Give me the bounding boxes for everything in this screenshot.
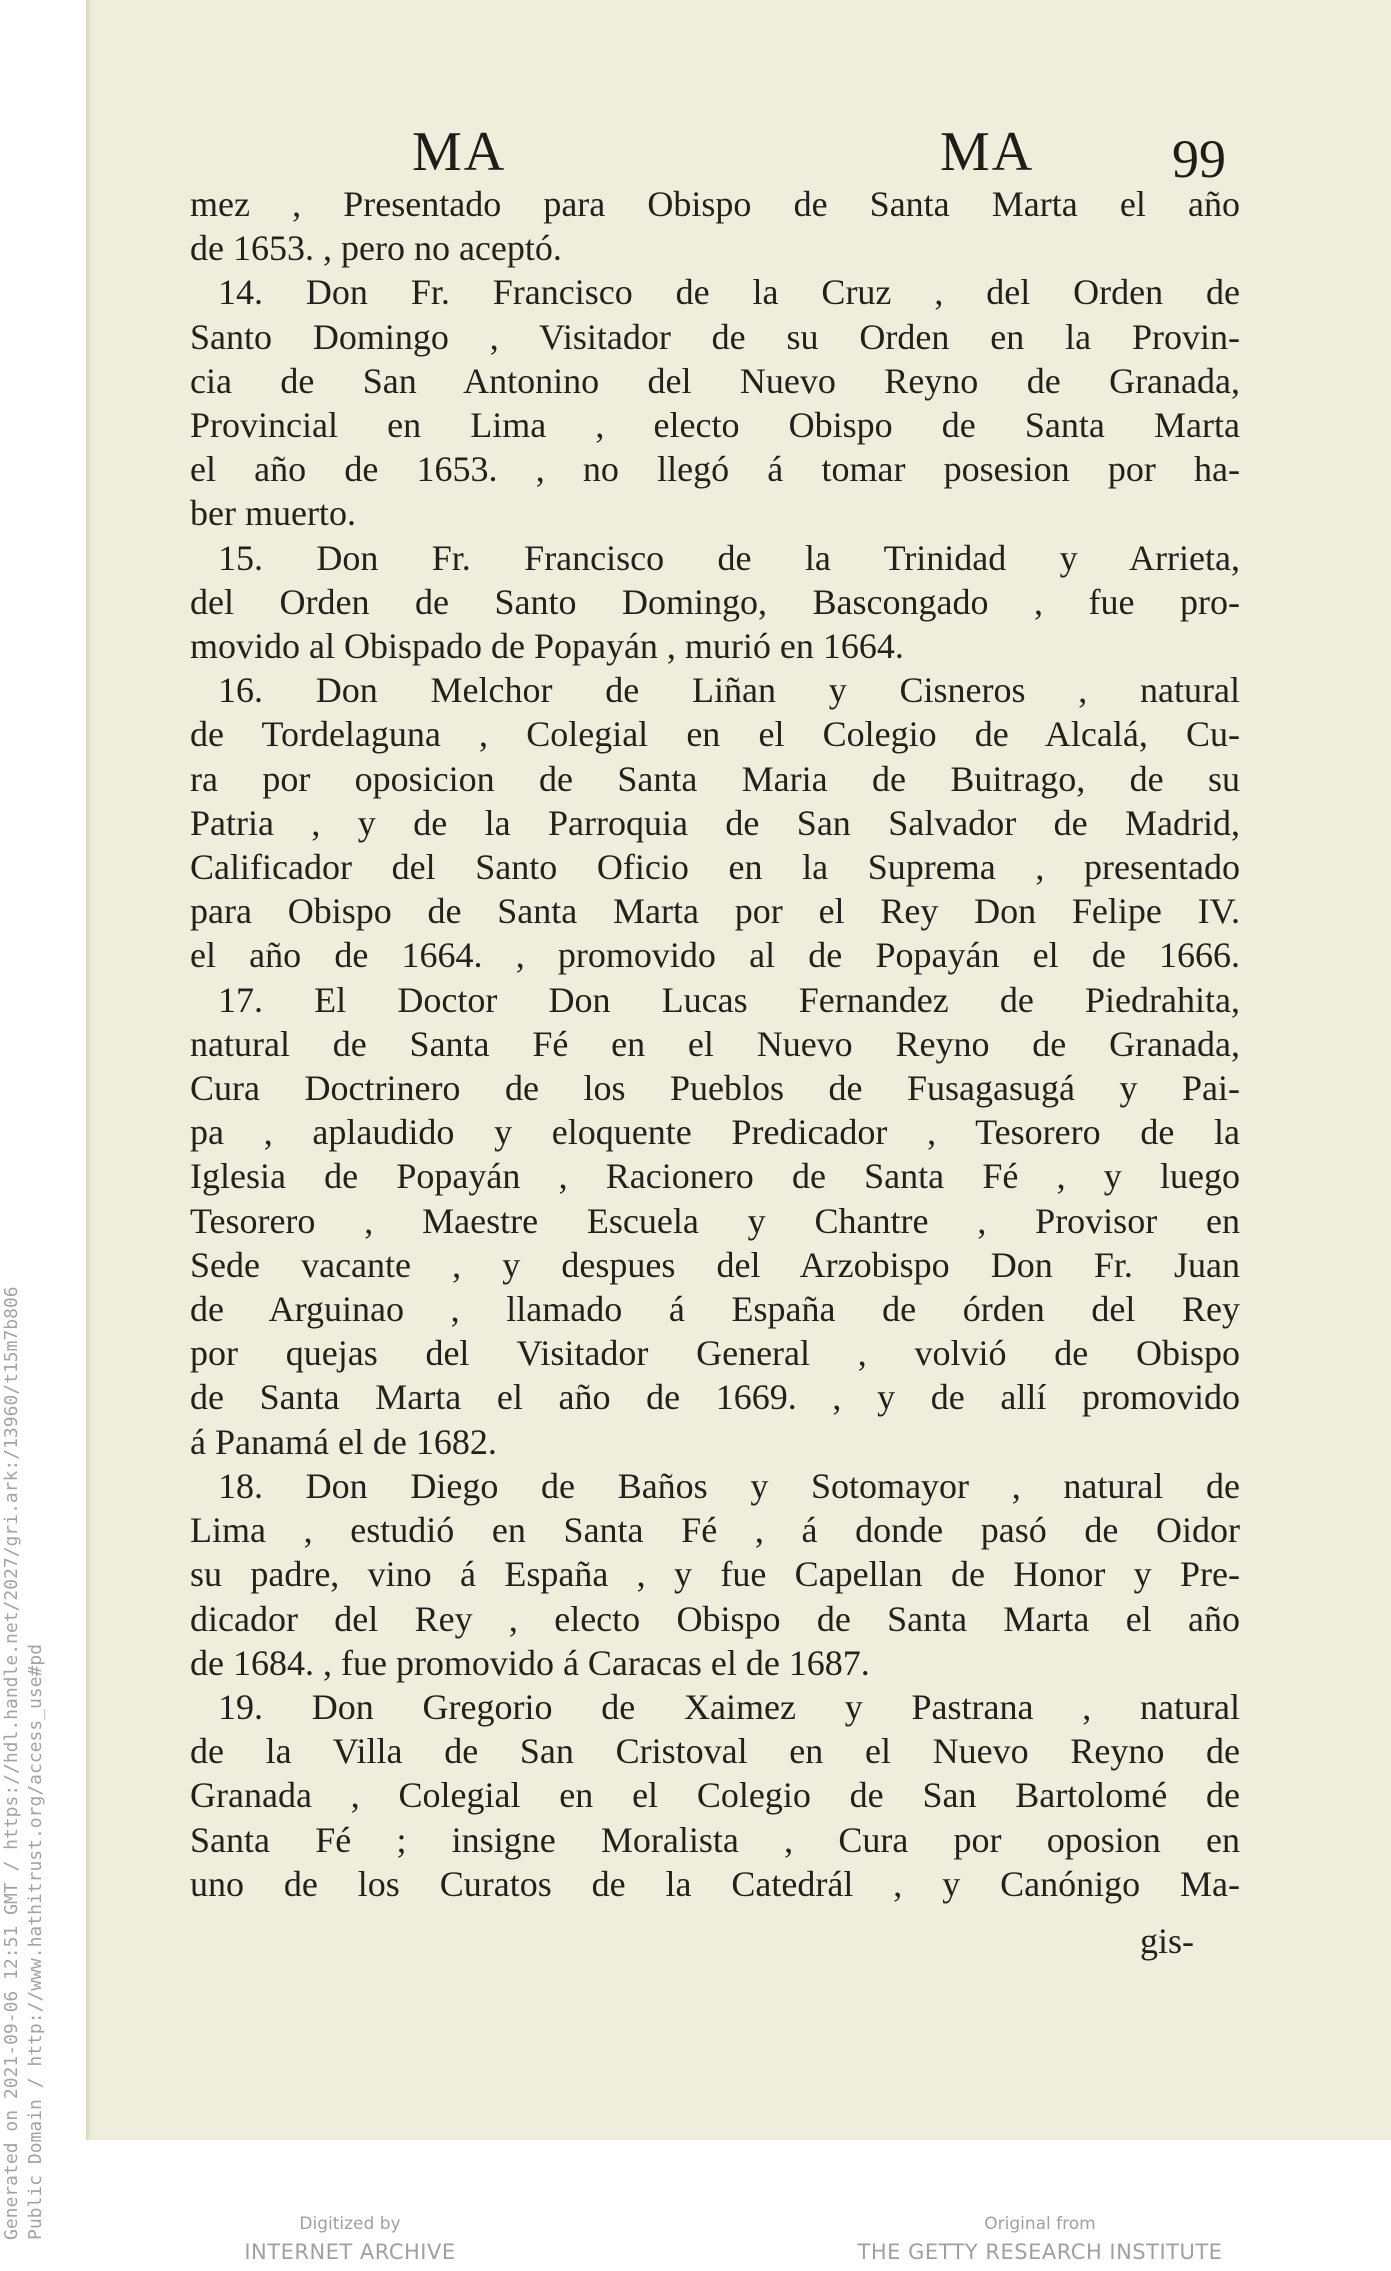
getty-label: THE GETTY RESEARCH INSTITUTE bbox=[857, 2240, 1223, 2264]
text-line: para Obispo de Santa Marta por el Rey Don Felipe IV. bbox=[190, 891, 1240, 932]
text-line: ber muerto. bbox=[190, 493, 356, 534]
text-line: el año de 1653. , no llegó á tomar posesion por ha- bbox=[190, 449, 1240, 490]
text-line: de Santa Marta el año de 1669. , y de allí promovido bbox=[190, 1377, 1240, 1418]
text-line: Cura Doctrinero de los Pueblos de Fusagasugá y Pai- bbox=[190, 1068, 1240, 1109]
text-line: de Arguinao , llamado á España de órden del Rey bbox=[190, 1289, 1240, 1330]
text-line: natural de Santa Fé en el Nuevo Reyno de Granada, bbox=[190, 1023, 1240, 1064]
digitized-by-credit bbox=[240, 2214, 460, 2264]
stamp-line-generated: Generated on 2021-09-06 12:51 GMT / https://hdl.handle.net/2027/gri.ark:/13960/t15m7b806 bbox=[1, 1286, 22, 2240]
catchword: gis- bbox=[1140, 1921, 1194, 1961]
text-line: Santo Domingo , Visitador de su Orden en la Provin- bbox=[190, 316, 1240, 357]
body-text bbox=[190, 182, 1240, 1906]
access-stamp bbox=[0, 0, 60, 2271]
text-line: uno de los Curatos de la Catedrál , y Canónigo Ma- bbox=[190, 1863, 1240, 1904]
text-line: Lima , estudió en Santa Fé , á donde pasó de Oidor bbox=[190, 1510, 1240, 1551]
text-line: mez , Presentado para Obispo de Santa Marta el año bbox=[190, 184, 1240, 224]
original-from-credit bbox=[855, 2214, 1225, 2264]
text-line: Patria , y de la Parroquia de San Salvador de Madrid, bbox=[190, 802, 1240, 843]
text-line: movido al Obispado de Popayán , murió en 1664. bbox=[190, 626, 904, 667]
text-line: ra por oposicion de Santa Maria de Buitrago, de su bbox=[190, 758, 1240, 799]
running-header bbox=[0, 120, 1391, 190]
text-line: de 1653. , pero no aceptó. bbox=[190, 228, 562, 269]
text-line: de Tordelaguna , Colegial en el Colegio de Alcalá, Cu- bbox=[190, 714, 1240, 755]
text-line: Tesorero , Maestre Escuela y Chantre , Provisor en bbox=[190, 1200, 1240, 1241]
text-line: 15. Don Fr. Francisco de la Trinidad y Arrieta, bbox=[218, 537, 1240, 578]
text-line: 17. El Doctor Don Lucas Fernandez de Piedrahita, bbox=[218, 979, 1240, 1020]
text-line: Sede vacante , y despues del Arzobispo Don Fr. Juan bbox=[190, 1244, 1240, 1285]
text-line: por quejas del Visitador General , volvió de Obispo bbox=[190, 1333, 1240, 1374]
header-left: MA bbox=[412, 121, 507, 183]
text-line: 18. Don Diego de Baños y Sotomayor , natural de bbox=[218, 1465, 1240, 1506]
text-line: cia de San Antonino del Nuevo Reyno de Granada, bbox=[190, 360, 1240, 401]
text-line: Santa Fé ; insigne Moralista , Cura por oposion en bbox=[190, 1819, 1240, 1860]
text-line: 14. Don Fr. Francisco de la Cruz , del Orden de bbox=[218, 272, 1240, 313]
text-line: Calificador del Santo Oficio en la Suprema , presentado bbox=[190, 847, 1240, 888]
text-line: á Panamá el de 1682. bbox=[190, 1421, 497, 1462]
text-line: Iglesia de Popayán , Racionero de Santa Fé , y luego bbox=[190, 1156, 1240, 1197]
stamp-line-public-domain: Public Domain / http://www.hathitrust.org/access_use#pd bbox=[25, 1643, 46, 2240]
text-line: Granada , Colegial en el Colegio de San Bartolomé de bbox=[190, 1775, 1240, 1816]
internet-archive-label: INTERNET ARCHIVE bbox=[244, 2240, 456, 2264]
text-line: su padre, vino á España , y fue Capellan de Honor y Pre- bbox=[190, 1554, 1240, 1595]
digitized-by-label: Digitized by bbox=[299, 2214, 401, 2234]
text-line: de la Villa de San Cristoval en el Nuevo Reyno de bbox=[190, 1731, 1240, 1772]
text-line: 19. Don Gregorio de Xaimez y Pastrana , natural bbox=[218, 1686, 1240, 1727]
text-line: Provincial en Lima , electo Obispo de Santa Marta bbox=[190, 405, 1240, 446]
text-line: pa , aplaudido y eloquente Predicador , Tesorero de la bbox=[190, 1112, 1240, 1153]
page-number: 99 bbox=[1172, 129, 1226, 189]
text-line: de 1684. , fue promovido á Caracas el de 1687. bbox=[190, 1642, 870, 1683]
stamp-text bbox=[0, 1286, 48, 2240]
header-right: MA bbox=[940, 121, 1035, 183]
page-edge-shadow bbox=[86, 0, 92, 2140]
text-line: del Orden de Santo Domingo, Bascongado , fue pro- bbox=[190, 581, 1240, 622]
text-line: dicador del Rey , electo Obispo de Santa Marta el año bbox=[190, 1598, 1240, 1639]
original-from-label: Original from bbox=[984, 2214, 1096, 2234]
text-line: 16. Don Melchor de Liñan y Cisneros , natural bbox=[218, 670, 1240, 711]
text-line: el año de 1664. , promovido al de Popayán el de 1666. bbox=[190, 935, 1240, 976]
